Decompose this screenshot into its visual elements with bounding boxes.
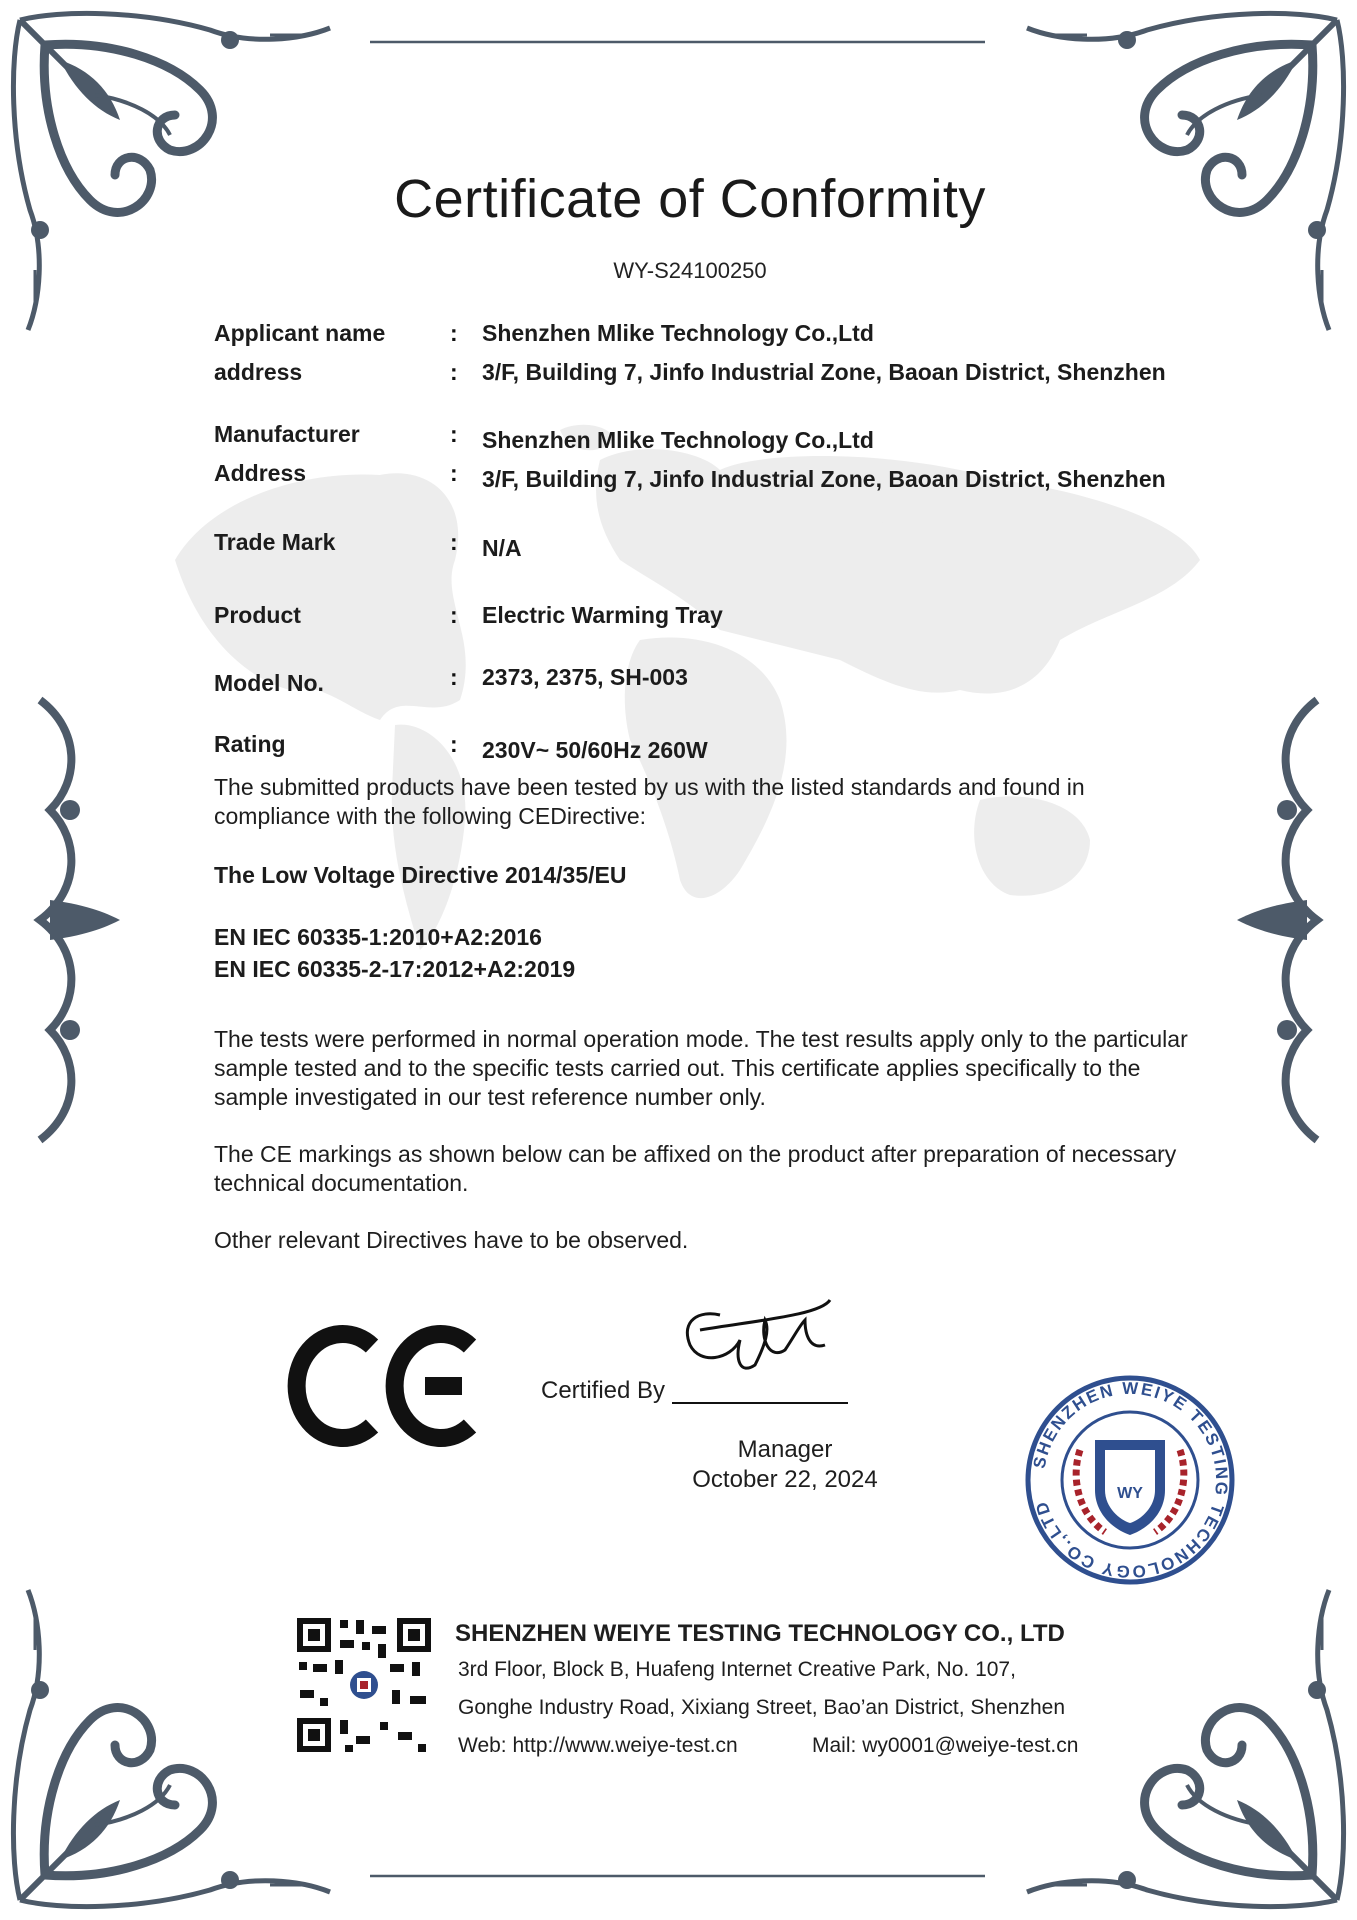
ce-mark-logo — [297, 1334, 470, 1438]
field-separator: : — [450, 731, 458, 757]
certified-by-label: Certified By — [541, 1377, 666, 1404]
certificate-date: October 22, 2024 — [692, 1466, 878, 1493]
side-ornament-right — [1237, 700, 1317, 1140]
field-separator: : — [450, 529, 458, 555]
tests-note-paragraph: The tests were performed in normal operation mode. The test results apply only to the particular sample tested and to the specific tests carried out. This certificate applies specifically to the sample investigated in our test reference number only. — [214, 1026, 1188, 1110]
field-separator: : — [450, 421, 458, 447]
seal-ring-text: SHENZHEN WEIYE TESTING TECHNOLOGY CO.,LTD — [1029, 1378, 1232, 1582]
field-value-manufacturer: Shenzhen Mlike Technology Co.,Ltd — [482, 427, 874, 453]
seal-center-text: WY — [1117, 1485, 1143, 1502]
field-value-model-no: 2373, 2375, SH-003 — [482, 664, 688, 690]
footer-company-name: SHENZHEN WEIYE TESTING TECHNOLOGY CO., LTD — [455, 1620, 1065, 1647]
signature-scribble — [687, 1300, 830, 1368]
ce-note-paragraph: The CE markings as shown below can be affixed on the product after preparation of necessary technical documentation. — [214, 1141, 1177, 1196]
footer-mail — [812, 1734, 1078, 1758]
page-title: Certificate of Conformity — [394, 169, 986, 229]
footer-address-line-1: 3rd Floor, Block B, Huafeng Internet Creative Park, No. 107, — [458, 1658, 1016, 1681]
side-ornament-left — [40, 700, 120, 1140]
footer-web-label: Web: — [458, 1734, 507, 1757]
seal-lettering — [1018, 1368, 1242, 1592]
other-directives-note: Other relevant Directives have to be observed. — [214, 1227, 689, 1253]
standard-item: EN IEC 60335-2-17:2012+A2:2019 — [214, 956, 576, 982]
field-value-product: Electric Warming Tray — [482, 602, 723, 628]
intro-paragraph: The submitted products have been tested by us with the listed standards and found in compliance with the following CEDirective: — [214, 774, 1085, 829]
directive-name: The Low Voltage Directive 2014/35/EU — [214, 862, 627, 888]
field-label-trade-mark: Trade Mark — [214, 529, 336, 555]
footer-address-line-2: Gonghe Industry Road, Xixiang Street, Bao’an District, Shenzhen — [458, 1696, 1066, 1719]
certificate-number: WY-S24100250 — [613, 258, 767, 283]
field-value-trade-mark: N/A — [482, 535, 522, 561]
svg-text:SHENZHEN WEIYE TESTING TECHNOL — [1030, 1379, 1232, 1581]
footer-web — [458, 1734, 738, 1758]
footer-web-url[interactable]: http://www.weiye-test.cn — [512, 1734, 738, 1757]
field-value-manufacturer-address: 3/F, Building 7, Jinfo Industrial Zone, Baoan District, Shenzhen — [482, 466, 1166, 492]
field-separator: : — [450, 320, 458, 346]
signatory-role: Manager — [737, 1436, 833, 1463]
corner-ornament-bottom-left — [13, 1590, 330, 1907]
field-separator: : — [450, 359, 458, 385]
field-value-rating: 230V~ 50/60Hz 260W — [482, 737, 708, 763]
qr-code — [297, 1618, 431, 1752]
field-label-product: Product — [214, 602, 301, 628]
footer-mail-label: Mail: — [812, 1734, 857, 1757]
field-label-applicant-name: Applicant name — [214, 320, 386, 346]
field-separator: : — [450, 460, 458, 486]
signatory-block — [620, 1435, 950, 1495]
field-label-model-no: Model No. — [214, 670, 324, 696]
field-separator: : — [450, 602, 458, 628]
field-separator: : — [450, 664, 458, 690]
field-label-manufacturer-address: Address — [214, 460, 307, 486]
field-label-rating: Rating — [214, 731, 286, 757]
signature-line — [672, 1402, 848, 1404]
field-value-applicant-name: Shenzhen Mlike Technology Co.,Ltd — [482, 320, 874, 346]
footer-mail-address[interactable]: wy0001@weiye-test.cn — [862, 1734, 1079, 1757]
field-value-applicant-address: 3/F, Building 7, Jinfo Industrial Zone, Baoan District, Shenzhen — [482, 359, 1166, 385]
field-label-applicant-address: address — [214, 359, 303, 385]
field-label-manufacturer: Manufacturer — [214, 421, 360, 447]
standard-item: EN IEC 60335-1:2010+A2:2016 — [214, 924, 542, 950]
